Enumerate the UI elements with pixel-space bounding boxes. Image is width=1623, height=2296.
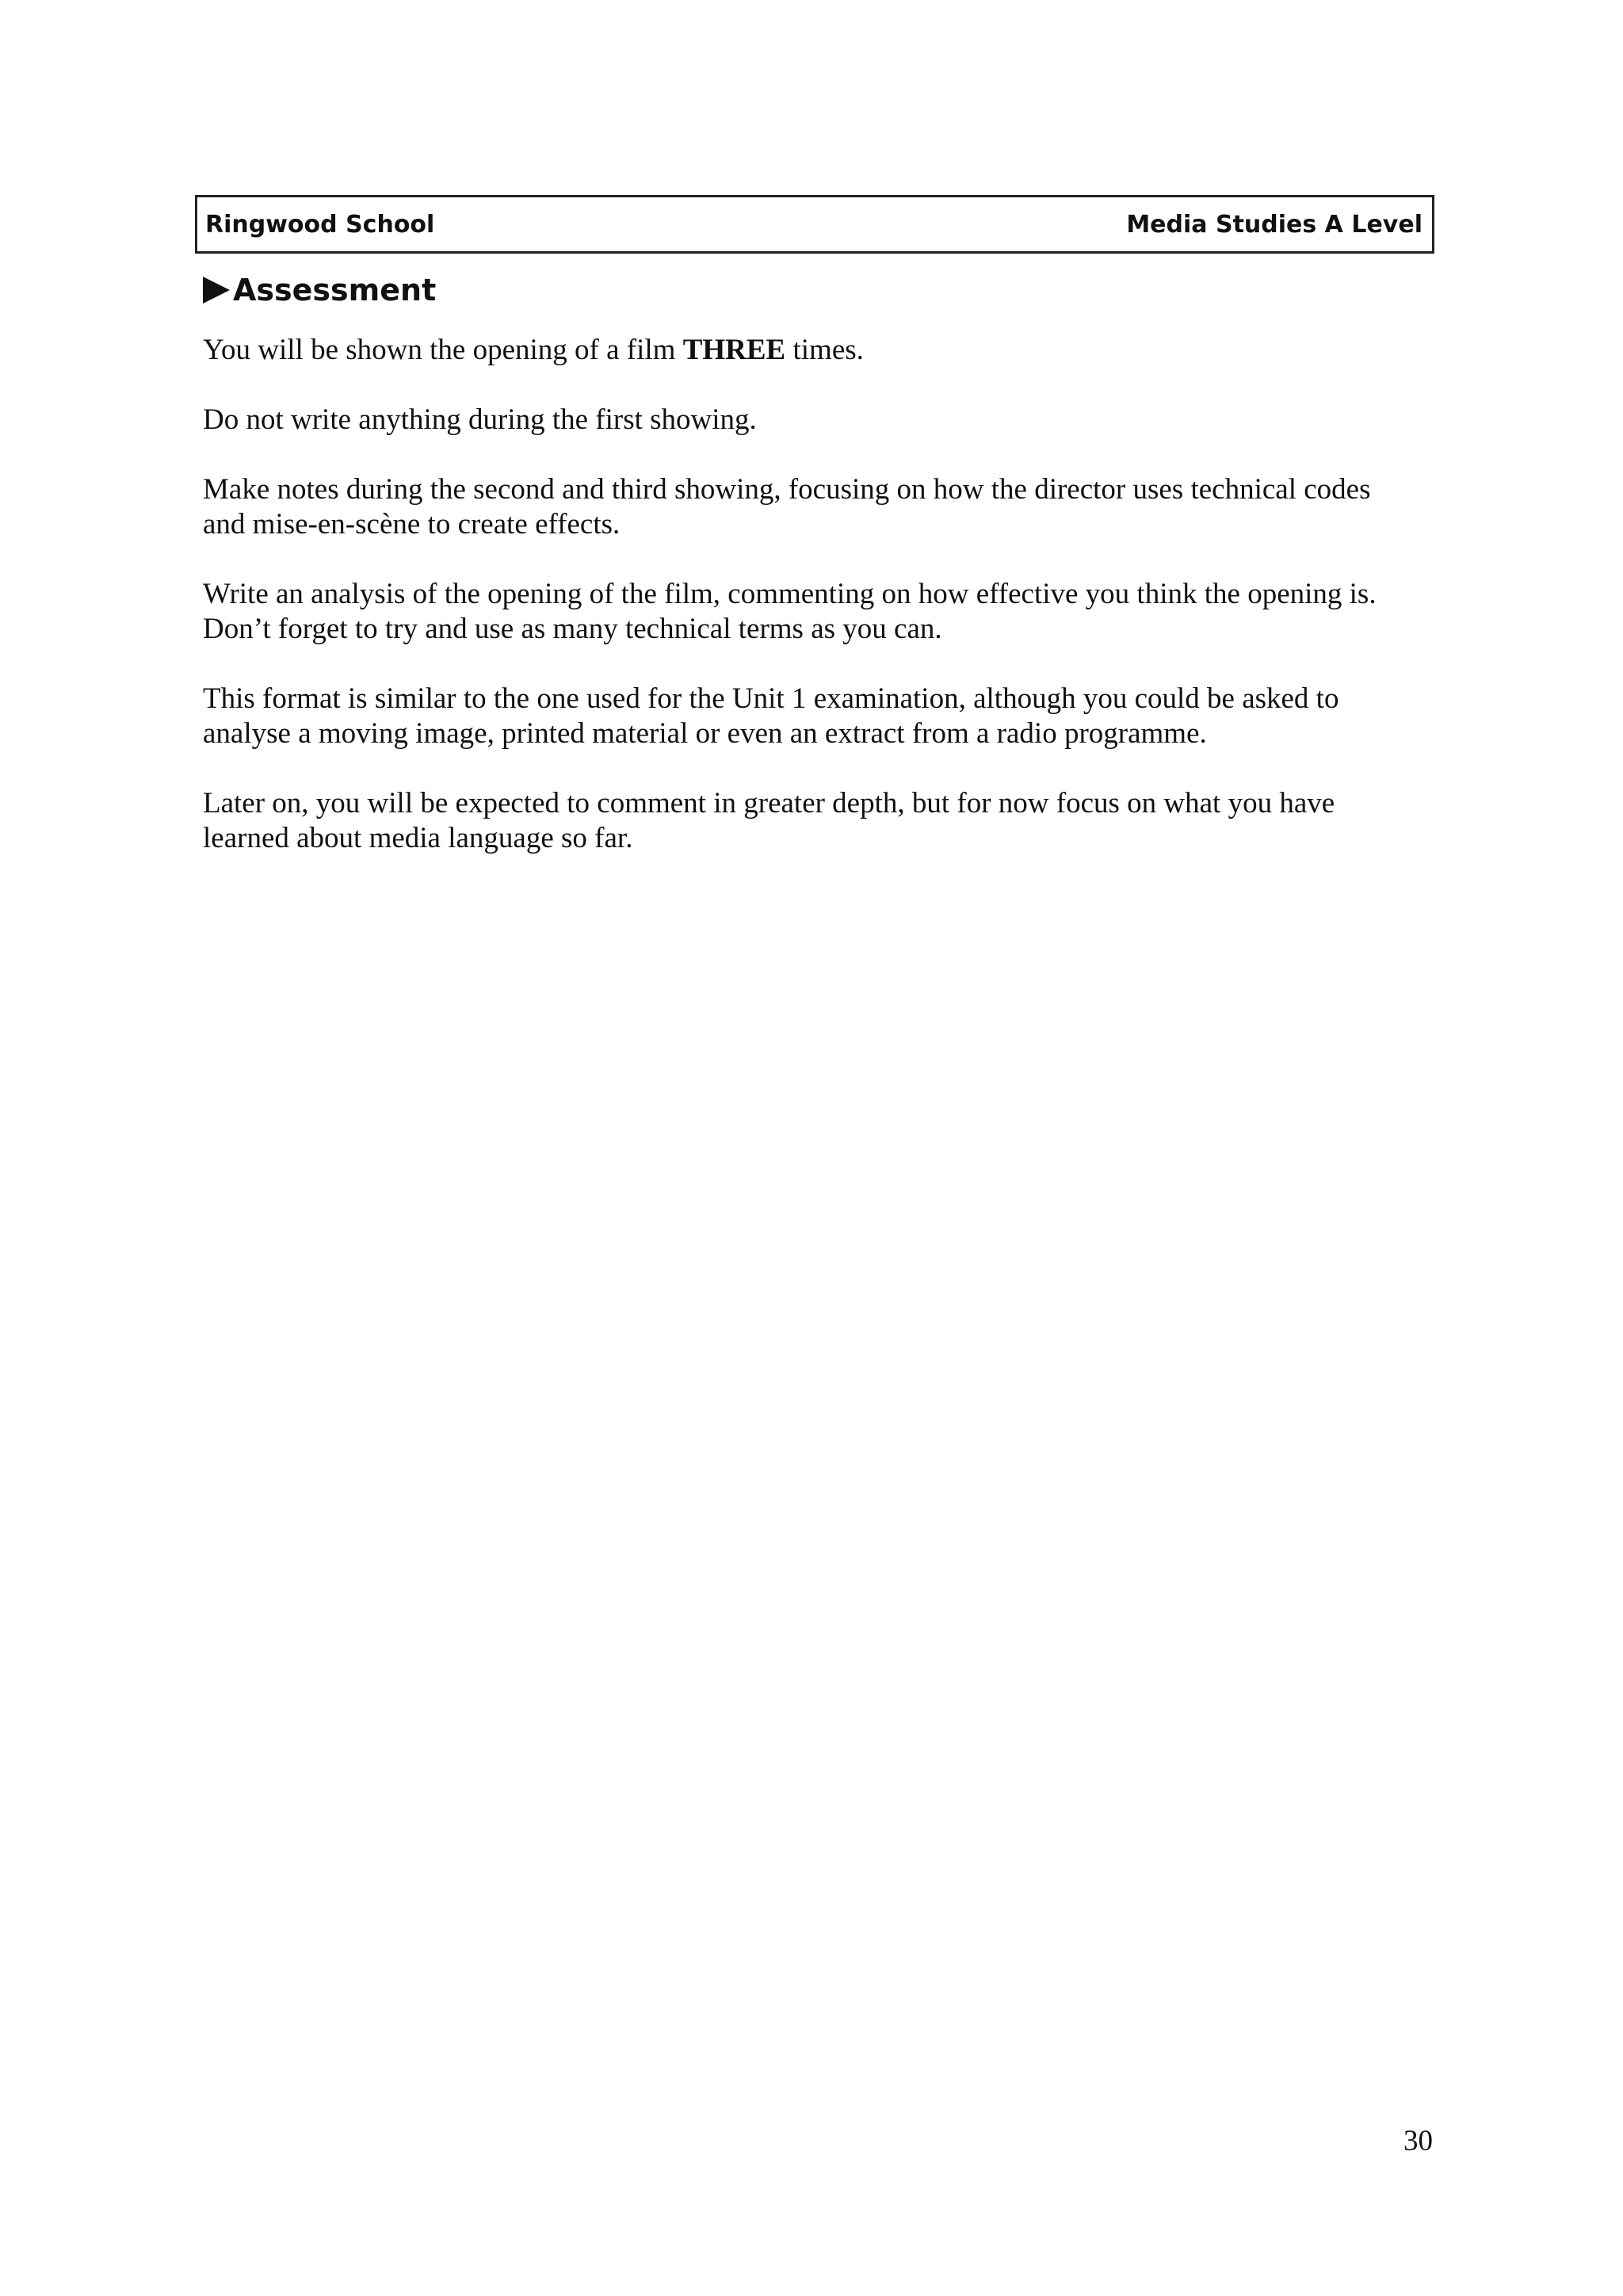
paragraph-4: Write an analysis of the opening of the film, commenting on how effective you think the opening is. Don’t forget to try and use as many technical terms as you can. (203, 578, 1377, 645)
emphasis-three: THREE (682, 334, 786, 366)
course-name: Media Studies A Level (1126, 210, 1423, 239)
section-title: Assessment (233, 273, 437, 308)
page-header (195, 195, 1434, 254)
page-number: 30 (1403, 2125, 1433, 2157)
school-name: Ringwood School (205, 210, 435, 239)
paragraph-3: Make notes during the second and third showing, focusing on how the director uses technical codes and mise-en-scène to create effects. (203, 473, 1371, 541)
paragraph-2: Do not write anything during the first showing. (203, 403, 757, 436)
paragraph-1: You will be shown the opening of a film THREE times. (203, 334, 864, 366)
body-text (203, 333, 1439, 891)
paragraph-5: This format is similar to the one used for the Unit 1 examination, although you could be asked to analyse a moving image, printed material or even an extract from a radio programme. (203, 682, 1339, 750)
section-heading (203, 273, 436, 308)
paragraph-6: Later on, you will be expected to comment in greater depth, but for now focus on what you have learned about media language so far. (203, 787, 1335, 854)
triangle-right-icon (203, 277, 230, 304)
